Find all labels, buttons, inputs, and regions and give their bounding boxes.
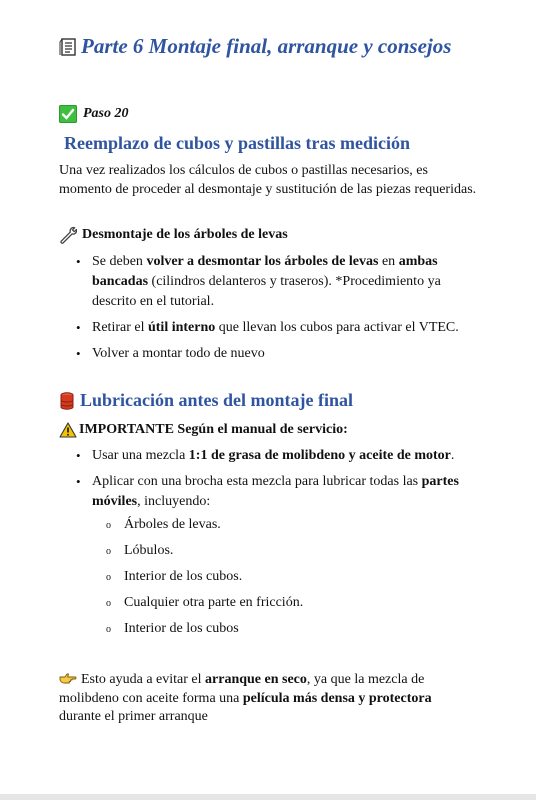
list-item: o Cualquier otra parte en fricción.	[106, 593, 303, 619]
page-document-icon	[59, 37, 79, 57]
list-item: • Volver a montar todo de nuevo	[76, 344, 486, 364]
oil-barrel-icon	[59, 391, 75, 411]
list-item: • Usar una mezcla 1:1 de grasa de molibdeno y aceite de motor.	[76, 446, 486, 466]
section1-bullet-list	[76, 252, 486, 364]
list-item: • Se deben volver a desmontar los árboles de levas en ambas bancadas (cilindros delanteros y traseros). *Procedimiento ya descrito en el tutorial.	[76, 252, 486, 312]
section1-subheading	[59, 226, 288, 244]
list-item: • Retirar el útil interno que llevan los cubos para activar el VTEC.	[76, 318, 486, 338]
page-bottom-edge	[0, 794, 536, 800]
list-item: o Árboles de levas.	[106, 515, 303, 541]
section1-subheading-text: Desmontaje de los árboles de levas	[82, 227, 288, 242]
section1-intro: Una vez realizados los cálculos de cubos o pastillas necesarios, es momento de proceder al desmontaje y sustitución de las piezas requeridas.	[59, 163, 477, 197]
pointing-hand-icon	[59, 672, 77, 684]
step-label-text: Paso 20	[83, 106, 129, 121]
page-title-text: Parte 6 Montaje final, arranque y consejos	[81, 34, 452, 58]
check-mark-icon	[59, 105, 77, 123]
list-item: o Interior de los cubos	[106, 619, 303, 645]
wrench-icon	[59, 226, 77, 244]
section2-heading	[59, 390, 353, 411]
tip-paragraph: Esto ayuda a evitar el arranque en seco, ya que la mezcla de molibdeno con aceite forma una película más densa y protectora durante el primer arranque	[59, 672, 432, 724]
section2-warning	[59, 422, 348, 438]
warning-icon	[59, 422, 77, 438]
section2-subitem-list	[106, 515, 303, 645]
list-item: o Interior de los cubos.	[106, 567, 303, 593]
section1-heading: Reemplazo de cubos y pastillas tras medición	[64, 133, 410, 153]
list-item: • Aplicar con una brocha esta mezcla para lubricar todas las partes móviles, incluyendo:	[76, 472, 486, 512]
page-title	[59, 34, 451, 59]
list-item: o Lóbulos.	[106, 541, 303, 567]
section2-heading-text: Lubricación antes del montaje final	[80, 390, 353, 410]
step-label	[59, 105, 129, 123]
section2-bullet-list	[76, 446, 486, 512]
section2-warning-text: IMPORTANTE Según el manual de servicio:	[79, 422, 348, 437]
